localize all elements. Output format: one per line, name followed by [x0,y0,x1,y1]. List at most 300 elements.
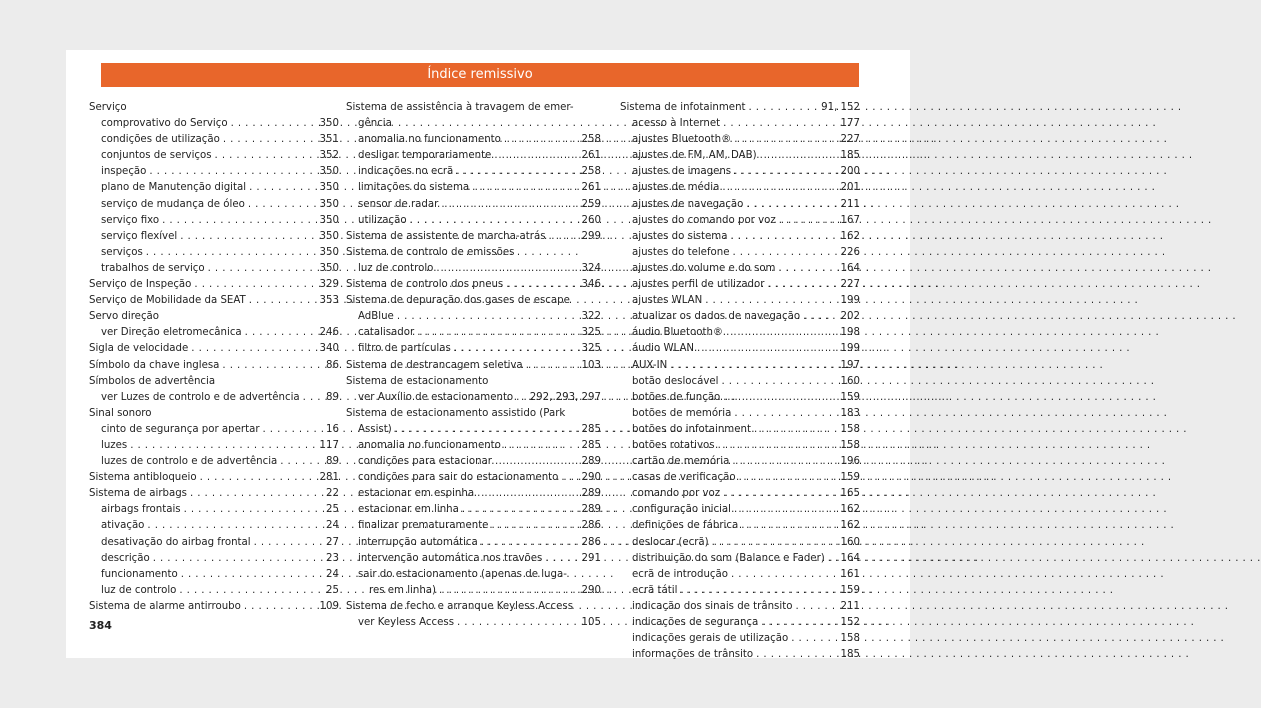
index-entry [346,470,601,486]
page-title: Índice remissivo [101,63,859,87]
dot-leader [215,148,317,164]
dot-leader [734,406,837,422]
index-entry-page: 196 [840,456,860,468]
index-heading: Sistema de controlo de emissões [346,246,515,258]
dot-leader [730,229,837,245]
index-heading: gência [358,118,392,130]
index-entry-page: 350 [319,214,339,226]
index-entry-term: Sistema de assistente de marcha-atrás [346,230,546,242]
index-entry-term: cinto de segurança por apertar [101,423,260,435]
index-entry-page: 353 [319,295,339,307]
index-entry [89,293,339,309]
dot-leader [146,245,317,261]
index-entry-page: 25 [326,504,339,516]
index-entry-page: 158 [840,633,860,645]
index-entry [89,148,339,164]
index-entry-term: desligar temporariamente [358,150,492,162]
index-entry-page: 117 [319,439,339,451]
index-heading: Sistema de assistência à travagem de emer- [346,102,574,113]
index-entry-term: ajustes perfil de utilizador [632,279,765,291]
dot-leader [754,422,838,438]
index-entry-page: 164 [840,552,860,564]
index-entry-term: áudio Bluetooth® [632,327,724,339]
index-entry-page: 290 [581,584,601,596]
index-entry-page: 158 [840,439,860,451]
index-entry-term: res em linha) [369,584,436,596]
dot-leader [248,197,317,213]
dot-leader [191,341,316,357]
dot-leader [760,148,838,164]
index-entry-page: 164 [840,262,860,274]
dot-leader [462,502,579,518]
index-entry-page: 226 [840,246,860,258]
index-entry [346,615,601,631]
index-entry-page: 322 [581,311,601,323]
index-entry [620,470,860,486]
index-entry [620,518,860,534]
dot-leader [153,551,323,567]
index-entry-page: 259 [581,198,601,210]
index-entry-term: ver Luzes de controlo e de advertência [101,391,300,403]
index-entry [89,180,339,196]
index-entry-term: ver Auxílio de estacionamento [358,391,514,403]
index-entry-term: ver Direção eletromecânica [101,327,242,339]
dot-leader [828,551,838,567]
index-entry [620,293,860,309]
index-entry [346,535,601,551]
index-entry-page: 292, 293, 297 [529,391,601,403]
index-entry-term: acesso à Internet [632,118,721,130]
index-entry [620,454,860,470]
index-entry-page: 152 [840,617,860,628]
index-entry-term: condições de utilização [101,134,220,146]
dot-leader [726,325,837,341]
index-entry-page: 162 [840,504,860,516]
dot-leader [303,390,323,406]
dot-leader [481,535,579,551]
index-heading: Sistema de estacionamento [346,375,489,387]
index-entry-page: 199 [840,343,860,355]
index-entry-term: botões rotativos [632,439,715,451]
dot-leader [472,180,578,196]
index-column-2 [346,100,601,631]
index-entry-term: finalizar prematuramente [358,520,489,532]
index-entry [620,535,860,551]
dot-leader [200,470,317,486]
index-entry-page: 290 [581,472,601,484]
index-entry [620,261,860,277]
index-entry-term: Serviço de Mobilidade da SEAT [89,295,246,307]
index-entry-term: trabalhos de serviço [101,262,205,274]
index-entry-page: 165 [840,488,860,500]
index-heading: Símbolos de advertência [89,375,216,387]
index-entry [89,358,339,374]
index-entry-page: 352 [319,150,339,162]
index-entry-term: luz de controlo [358,262,434,274]
index-entry-page: 350 [319,118,339,130]
index-entry-page: 329 [319,279,339,291]
index-entry-term: funcionamento [101,568,178,580]
index-entry-term: Sistema de destrancagem seletiva [346,359,523,371]
index-entry-page: 200 [840,166,860,178]
dot-leader [184,502,323,518]
index-entry-page: 261 [581,182,601,194]
dot-leader [194,277,316,293]
index-entry-page: 91, 152 [821,102,860,113]
index-entry [89,486,339,502]
dot-leader [734,164,837,180]
index-entry-term: luzes de controlo e de advertência [101,456,278,468]
index-entry [346,358,601,374]
index-entry-term: anomalia no funcionamento [358,134,501,146]
dot-leader [254,535,323,551]
index-entry-term: indicações no ecrã [358,166,454,178]
index-entry-term: utilização [358,214,407,226]
index-entry-page: 261 [581,150,601,162]
index-entry-term: indicação dos sinais de trânsito [632,600,793,612]
index-entry [89,470,339,486]
index-entry-term: AUX-IN [632,359,668,371]
index-entry-page: 185 [840,150,860,162]
index-entry-page: 227 [840,279,860,291]
index-entry-term: serviços [101,246,143,258]
dot-leader [190,486,323,502]
index-entry [89,229,339,245]
index-entry-page: 350 [319,182,339,194]
index-entry [89,599,339,615]
index-entry [89,454,339,470]
dot-leader [705,293,837,309]
dot-leader [731,567,838,583]
index-entry [89,438,339,454]
index-entry-term: ecrã tátil [632,584,678,596]
dot-leader [721,374,837,390]
index-entry [620,245,860,261]
index-entry-term: limitações do sistema [358,182,470,194]
dot-leader [712,535,838,551]
index-entry [620,180,860,196]
index-entry [346,518,601,534]
index-entry-term: filtro de partículas [358,343,451,355]
index-entry [620,422,860,438]
index-column-1 [89,100,339,615]
index-heading: sair do estacionamento (apenas de luga- [358,568,567,580]
index-entry [620,486,860,502]
dot-leader [436,261,578,277]
dot-leader [778,261,837,277]
index-entry-page: 258 [581,166,601,178]
index-entry-page: 162 [840,520,860,532]
index-entry-page: 198 [840,327,860,339]
index-heading: Sinal sonoro [89,407,152,419]
index-entry-term: ajustes do telefone [632,246,730,258]
index-entry-term: ver Keyless Access [358,617,455,628]
index-entry-page: 325 [581,327,601,339]
index-entry-term: configuração inicial [632,504,731,516]
index-entry [346,277,601,293]
index-entry-term: ajustes de FM, AM, DAB) [632,150,757,162]
index-entry-page: 159 [840,584,860,596]
dot-leader [441,197,578,213]
index-entry [89,261,339,277]
index-entry-page: 346 [581,279,601,291]
index-entry [89,583,339,599]
index-entry-page: 350 [319,262,339,274]
index-entry-page: 22 [326,488,339,500]
index-entry-term: botões de função [632,391,721,403]
dot-leader [723,390,837,406]
index-entry-page: 103 [581,359,601,371]
dot-leader [767,277,837,293]
index-entry-page: 177 [840,118,860,130]
dot-leader [223,132,317,148]
index-entry-page: 350 [319,230,339,242]
dot-leader [739,470,838,486]
index-entry-page: 16 [326,423,339,435]
index-entry [346,309,601,325]
index-entry-page: 285 [581,423,601,435]
index-entry-term: botões de memória [632,407,732,419]
dot-leader [504,438,579,454]
index-entry [346,502,601,518]
index-entry [620,325,860,341]
dot-leader [477,486,578,502]
index-entry [89,164,339,180]
index-entry-page: 325 [581,343,601,355]
index-entry [620,148,860,164]
index-entry-page: 105 [581,617,601,628]
index-entry-term: casas de verificação [632,472,736,484]
dot-leader [756,647,837,663]
index-entry [89,551,339,567]
dot-leader [734,502,838,518]
index-entry-term: indicações de segurança [632,617,759,628]
index-entry [346,438,601,454]
index-entry-page: 109 [319,600,339,612]
index-heading: Sistema de fecho e arranque Keyless Access [346,600,573,612]
index-entry [620,599,860,615]
index-heading: Servo direção [89,311,160,323]
index-entry [620,197,860,213]
index-entry [346,261,601,277]
dot-leader [749,100,819,116]
dot-leader [733,245,838,261]
dot-leader [397,309,579,325]
index-entry-page: 340 [319,343,339,355]
index-entry-page: 201 [840,182,860,194]
dot-leader [395,422,579,438]
index-entry-page: 260 [581,214,601,226]
index-entry [620,229,860,245]
index-entry-page: 89 [326,456,339,468]
dot-leader [545,551,578,567]
index-entry [346,132,601,148]
index-entry [89,116,339,132]
dot-leader [741,518,837,534]
index-entry-term: ajustes de navegação [632,198,744,210]
index-entry-page: 159 [840,391,860,403]
index-entry-term: Símbolo da chave inglesa [89,359,220,371]
index-entry-term: interrupção automática [358,536,478,548]
dot-leader [761,615,837,631]
dot-leader [244,599,317,615]
dot-leader [179,583,323,599]
index-heading: Sistema de depuração dos gases de escape [346,295,570,307]
index-entry-page: 289 [581,456,601,468]
index-entry-term: plano de Manutenção digital [101,182,247,194]
index-entry-page: 211 [840,198,860,210]
dot-leader [149,164,316,180]
index-entry-term: desativação do airbag frontal [101,536,251,548]
index-entry [620,406,860,422]
index-entry [346,422,601,438]
dot-leader [697,341,838,357]
index-entry-term: Serviço de Inspeção [89,279,192,291]
index-entry-term: luzes [101,439,128,451]
index-entry [346,486,601,502]
dot-leader [670,358,837,374]
index-entry [620,100,860,116]
index-entry-term: condições para estacionar [358,456,492,468]
index-entry-page: 89 [326,391,339,403]
dot-leader [457,615,579,631]
dot-leader [561,470,578,486]
index-entry-term: Sigla de velocidade [89,343,189,355]
index-entry [346,213,601,229]
index-entry-page: 324 [581,262,601,274]
index-entry-term: Sistema de controlo dos pneus [346,279,504,291]
index-column-3 [620,100,860,663]
dot-leader [803,309,837,325]
index-entry-page: 285 [581,439,601,451]
index-entry-page: 291 [581,552,601,564]
index-entry [620,390,860,406]
index-entry-term: luz de controlo [101,584,177,596]
dot-leader [494,148,578,164]
index-entry [620,647,860,663]
index-heading: Sistema de estacionamento assistido (Park [346,407,566,419]
index-entry-page: 162 [840,230,860,242]
dot-leader [410,213,579,229]
index-entry-term: intervenção automática nos travões [358,552,543,564]
index-entry-page: 24 [326,520,339,532]
index-entry-term: ajustes do sistema [632,230,728,242]
dot-leader [526,358,579,374]
index-entry-term: inspeção [101,166,147,178]
index-entry-page: 350 [319,198,339,210]
index-entry-term: definições de fábrica [632,520,739,532]
page-number: 384 [89,619,112,632]
index-entry [620,309,860,325]
dot-leader [263,422,324,438]
index-entry-page: 202 [840,311,860,323]
index-entry-page: 27 [326,536,339,548]
index-entry-page: 197 [840,359,860,371]
index-entry [620,116,860,132]
dot-leader [417,325,578,341]
index-entry [346,164,601,180]
index-entry [89,390,339,406]
dot-leader [456,164,578,180]
index-entry [346,551,601,567]
dot-leader [516,390,527,406]
dot-leader [795,599,837,615]
index-entry-term: ajustes de média [632,182,720,194]
index-entry-term: Assist) [358,423,392,435]
index-entry-page: 351 [319,134,339,146]
dot-leader [162,213,316,229]
dot-leader [208,261,317,277]
index-entry-page: 286 [581,520,601,532]
dot-leader [549,229,579,245]
dot-leader [147,518,323,534]
index-entry-page: 258 [581,134,601,146]
index-entry [346,180,601,196]
index-entry-term: ecrã de introdução [632,568,728,580]
index-entry-page: 159 [840,472,860,484]
index-entry-term: comando por voz [632,488,721,500]
index-entry-term: ajustes do comando por voz [632,214,776,226]
dot-leader [723,116,837,132]
dot-leader [249,293,317,309]
index-entry [89,502,339,518]
index-entry-term: informações de trânsito [632,649,754,661]
index-entry [620,615,860,631]
index-entry [620,438,860,454]
index-entry-term: airbags frontais [101,504,181,516]
index-entry-page: 183 [840,407,860,419]
dot-leader [130,438,316,454]
index-entry [89,132,339,148]
index-entry [620,502,860,518]
index-entry-term: ajustes WLAN [632,295,703,307]
index-entry-term: estacionar em linha [358,504,459,516]
dot-leader [718,438,838,454]
index-entry [620,341,860,357]
dot-leader [222,358,323,374]
dot-leader [680,583,837,599]
dot-leader [245,325,317,341]
index-entry [346,341,601,357]
index-entry-page: 289 [581,504,601,516]
index-entry-page: 350 [319,166,339,178]
index-entry [620,374,860,390]
index-entry-page: 281 [319,472,339,484]
index-entry-page: 23 [326,552,339,564]
index-entry-page: 227 [840,134,860,146]
index-entry-term: Sistema de airbags [89,488,187,500]
index-entry [89,213,339,229]
index-entry-page: 160 [840,536,860,548]
dot-leader [779,213,838,229]
index-entry-term: Sistema de infotainment [620,102,746,113]
dot-leader [491,518,578,534]
index-entry-term: distribuição do som (Balance e Fader) [632,552,825,564]
index-entry-term: comprovativo do Serviço [101,118,228,130]
index-entry-page: 160 [840,375,860,387]
index-entry [620,213,860,229]
index-entry [89,277,339,293]
dot-leader [495,454,579,470]
dot-leader [506,277,578,293]
index-entry-term: anomalia no funcionamento [358,439,501,451]
index-entry-page: 86 [326,359,339,371]
index-entry [620,551,860,567]
index-entry-term: ajustes do volume e do som [632,262,776,274]
index-entry-term: áudio WLAN [632,343,695,355]
dot-leader [181,567,323,583]
index-entry [620,631,860,647]
